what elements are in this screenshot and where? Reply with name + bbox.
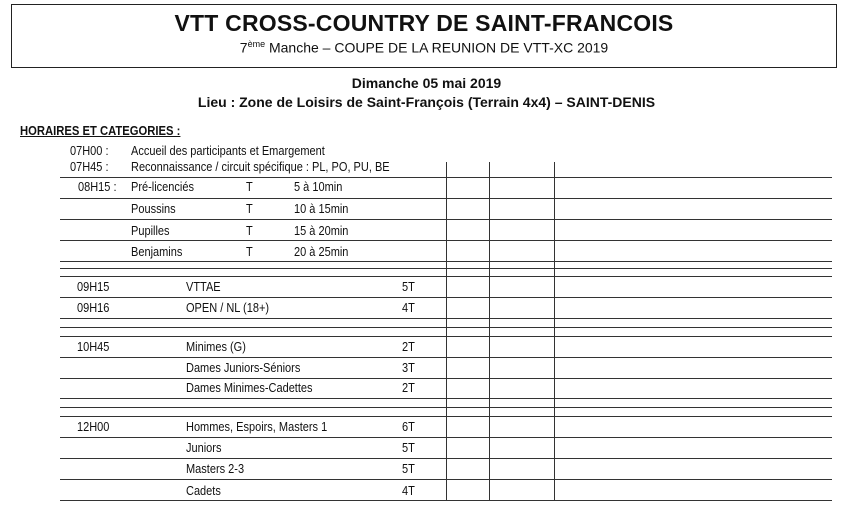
race-category: Masters 2-3 bbox=[186, 462, 245, 476]
round-number: 7 bbox=[239, 39, 248, 56]
race-category: Dames Juniors-Séniors bbox=[186, 361, 301, 375]
table-rule bbox=[60, 500, 832, 501]
race-time: 09H15 bbox=[77, 280, 110, 294]
race-time: 09H16 bbox=[77, 301, 110, 315]
youth-type: T bbox=[246, 202, 253, 216]
youth-type: T bbox=[246, 245, 253, 259]
event-date: Dimanche 05 mai 2019 bbox=[351, 75, 502, 91]
race-category: VTTAE bbox=[186, 280, 221, 294]
race-category: OPEN / NL (18+) bbox=[186, 301, 270, 315]
youth-category: Pupilles bbox=[131, 224, 170, 238]
youth-category: Benjamins bbox=[131, 245, 183, 259]
youth-time: 08H15 : bbox=[78, 180, 117, 194]
youth-category: Pré-licenciés bbox=[131, 180, 194, 194]
event-location: Lieu : Zone de Loisirs de Saint-François (Terrain 4x4) – SAINT-DENIS bbox=[197, 94, 656, 110]
youth-category: Poussins bbox=[131, 202, 176, 216]
race-laps: 2T bbox=[402, 381, 415, 395]
race-laps: 4T bbox=[402, 301, 415, 315]
event-title: VTT CROSS-COUNTRY DE SAINT-FRANCOIS bbox=[174, 10, 674, 36]
youth-duration: 5 à 10min bbox=[294, 180, 343, 194]
intro-time: 07H00 : bbox=[70, 144, 109, 158]
race-category: Minimes (G) bbox=[186, 340, 246, 354]
column-rule bbox=[446, 162, 447, 500]
race-laps: 5T bbox=[402, 441, 415, 455]
race-laps: 2T bbox=[402, 340, 415, 354]
youth-type: T bbox=[246, 180, 253, 194]
race-laps: 3T bbox=[402, 361, 415, 375]
column-rule bbox=[489, 162, 490, 500]
column-rule bbox=[554, 162, 555, 500]
youth-duration: 20 à 25min bbox=[294, 245, 349, 259]
race-category: Hommes, Espoirs, Masters 1 bbox=[186, 420, 328, 434]
race-time: 12H00 bbox=[77, 420, 110, 434]
youth-duration: 10 à 15min bbox=[294, 202, 349, 216]
race-category: Juniors bbox=[186, 441, 222, 455]
intro-text: Accueil des participants et Emargement bbox=[131, 144, 325, 158]
race-category: Cadets bbox=[186, 484, 221, 498]
race-laps: 5T bbox=[402, 280, 415, 294]
race-laps: 4T bbox=[402, 484, 415, 498]
race-laps: 6T bbox=[402, 420, 415, 434]
race-time: 10H45 bbox=[77, 340, 110, 354]
youth-duration: 15 à 20min bbox=[294, 224, 349, 238]
round-suffix: ème bbox=[247, 39, 266, 49]
intro-time: 07H45 : bbox=[70, 160, 109, 174]
round-rest: Manche – COUPE DE LA REUNION DE VTT-XC 2019 bbox=[265, 39, 609, 56]
intro-text: Reconnaissance / circuit spécifique : PL, PO, PU, BE bbox=[131, 160, 390, 174]
race-category: Dames Minimes-Cadettes bbox=[186, 381, 313, 395]
race-laps: 5T bbox=[402, 462, 415, 476]
youth-type: T bbox=[246, 224, 253, 238]
section-title: HORAIRES ET CATEGORIES : bbox=[20, 124, 181, 138]
